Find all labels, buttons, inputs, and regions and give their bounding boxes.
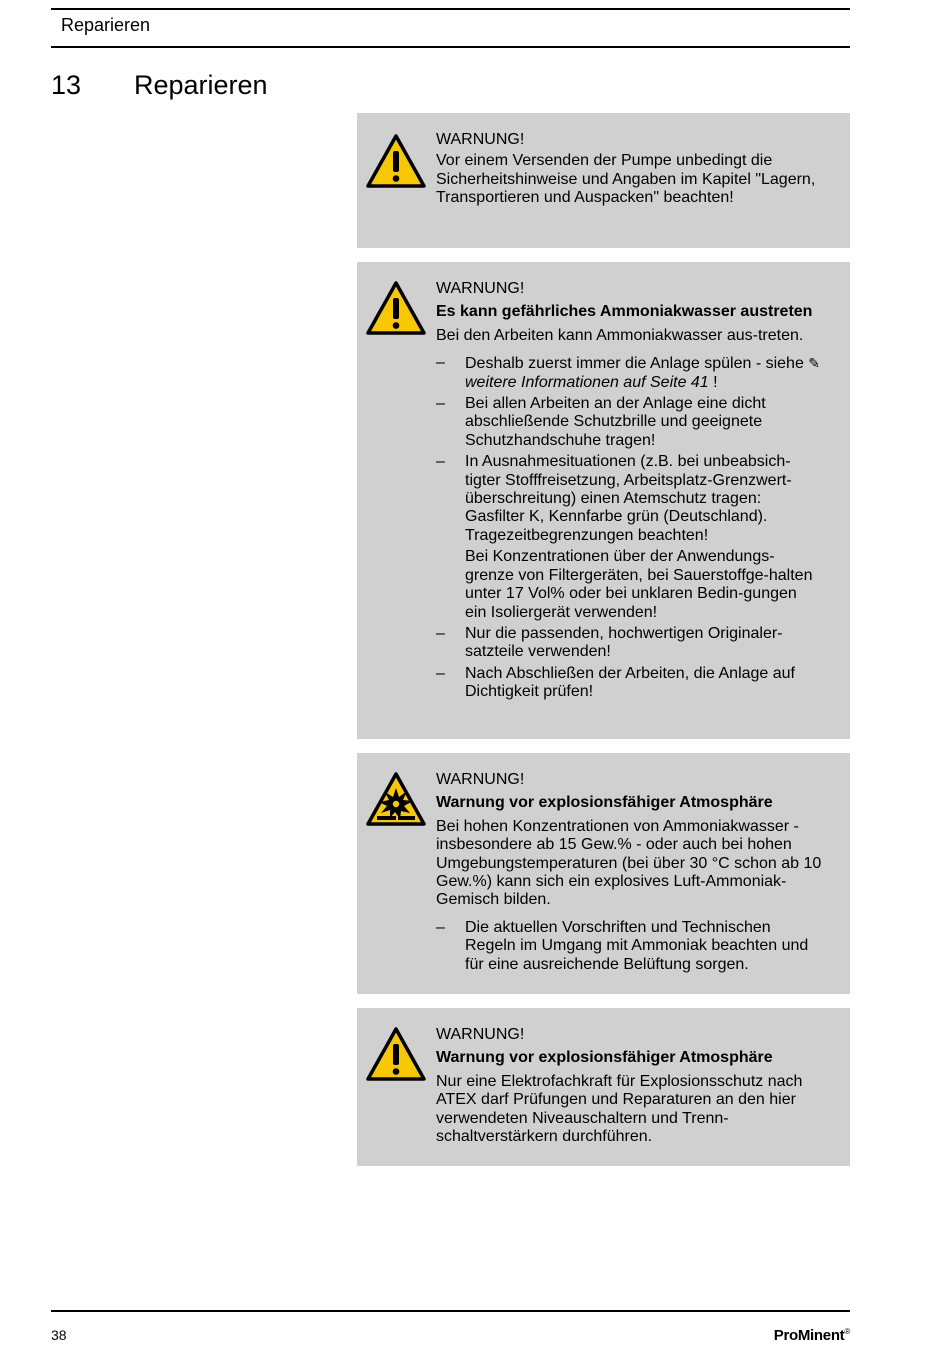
cross-reference-icon: ✎ xyxy=(808,355,821,372)
chapter-number: 13 xyxy=(51,70,82,100)
list-item: – In Ausnahmesituationen (z.B. bei unbeabsich-tigter Stofffreisetzung, Arbeitsplatz-Grenzwert-überschreitung) einen Atemschutz tragen: Gasfilter K, Kennfarbe grün (Deutschland). Tragezeitbegrenzungen beachten! xyxy=(436,453,822,545)
warning-heading: Warnung vor explosionsfähiger Atmosphäre xyxy=(436,794,773,812)
cross-reference-link[interactable]: weitere Informationen auf Seite 41 xyxy=(465,373,709,391)
chapter-title: Reparieren xyxy=(134,70,268,100)
explosion-warning-icon xyxy=(365,771,427,827)
warning-box-2 xyxy=(357,262,850,739)
warning-heading: Warnung vor explosionsfähiger Atmosphäre xyxy=(436,1049,773,1067)
instruction-list xyxy=(436,919,822,974)
registered-mark: ® xyxy=(844,1327,850,1336)
list-item: – Nach Abschließen der Arbeiten, die Anlage auf Dichtigkeit prüfen! xyxy=(436,665,822,702)
running-header-title: Reparieren xyxy=(61,15,151,35)
warning-triangle-icon xyxy=(365,1026,427,1082)
header-top-rule xyxy=(51,8,850,10)
header-bottom-rule xyxy=(51,46,850,48)
list-item: – Bei allen Arbeiten an der Anlage eine dicht abschließende Schutzbrille und geeignete Schutzhandschuhe tragen! xyxy=(436,395,822,450)
instruction-list xyxy=(436,354,822,545)
brand-logo-text: ProMinent xyxy=(773,1327,845,1344)
brand-logo xyxy=(774,1327,850,1344)
list-item xyxy=(436,354,822,392)
instruction-list xyxy=(436,625,822,702)
footer-rule xyxy=(51,1310,850,1312)
list-item-suffix: ! xyxy=(713,373,718,391)
warning-box-3 xyxy=(357,753,850,994)
page-number: 38 xyxy=(51,1327,67,1343)
warning-triangle-icon xyxy=(365,133,427,189)
warning-text: Nur eine Elektrofachkraft für Explosionsschutz nach ATEX darf Prüfungen und Reparaturen an den hier verwendeten Niveauschaltern und Trenn-schaltverstärkern durchführen. xyxy=(436,1072,803,1146)
warning-box-1 xyxy=(357,113,850,248)
signal-word: WARNUNG! xyxy=(436,280,525,297)
list-item: – Die aktuellen Vorschriften und Technischen Regeln im Umgang mit Ammoniak beachten und für eine ausreichende Belüftung sorgen. xyxy=(436,919,822,974)
list-item-continuation: Bei Konzentrationen über der Anwendungs-grenze von Filtergeräten, bei Sauerstoffge-halten unter 17 Vol% oder bei unklaren Bedin-gungen ein Isoliergerät verwenden! xyxy=(465,548,813,621)
list-item-text: Deshalb zuerst immer die Anlage spülen - siehe xyxy=(465,355,804,373)
signal-word: WARNUNG! xyxy=(436,771,525,788)
warning-text: Bei den Arbeiten kann Ammoniakwasser aus-treten. xyxy=(436,326,804,344)
list-item: – Nur die passenden, hochwertigen Originaler-satzteile verwenden! xyxy=(436,625,822,662)
signal-word: WARNUNG! xyxy=(436,1026,525,1043)
warning-triangle-icon xyxy=(365,280,427,336)
warning-heading: Es kann gefährliches Ammoniakwasser austreten xyxy=(436,303,813,321)
warning-text: Vor einem Versenden der Pumpe unbedingt die Sicherheitshinweise und Angaben im Kapitel "Lagern, Transportieren und Auspacken" beachten! xyxy=(436,152,816,207)
warning-text: Bei hohen Konzentrationen von Ammoniakwasser - insbesondere ab 15 Gew.% - oder auch bei hohen Umgebungstemperaturen (bei über 30 °C schon ab 10 Gew.%) kann sich ein explosives Luft-Ammoniak-Gemisch bilden. xyxy=(436,817,822,909)
warning-box-4 xyxy=(357,1008,850,1166)
signal-word: WARNUNG! xyxy=(436,131,525,148)
